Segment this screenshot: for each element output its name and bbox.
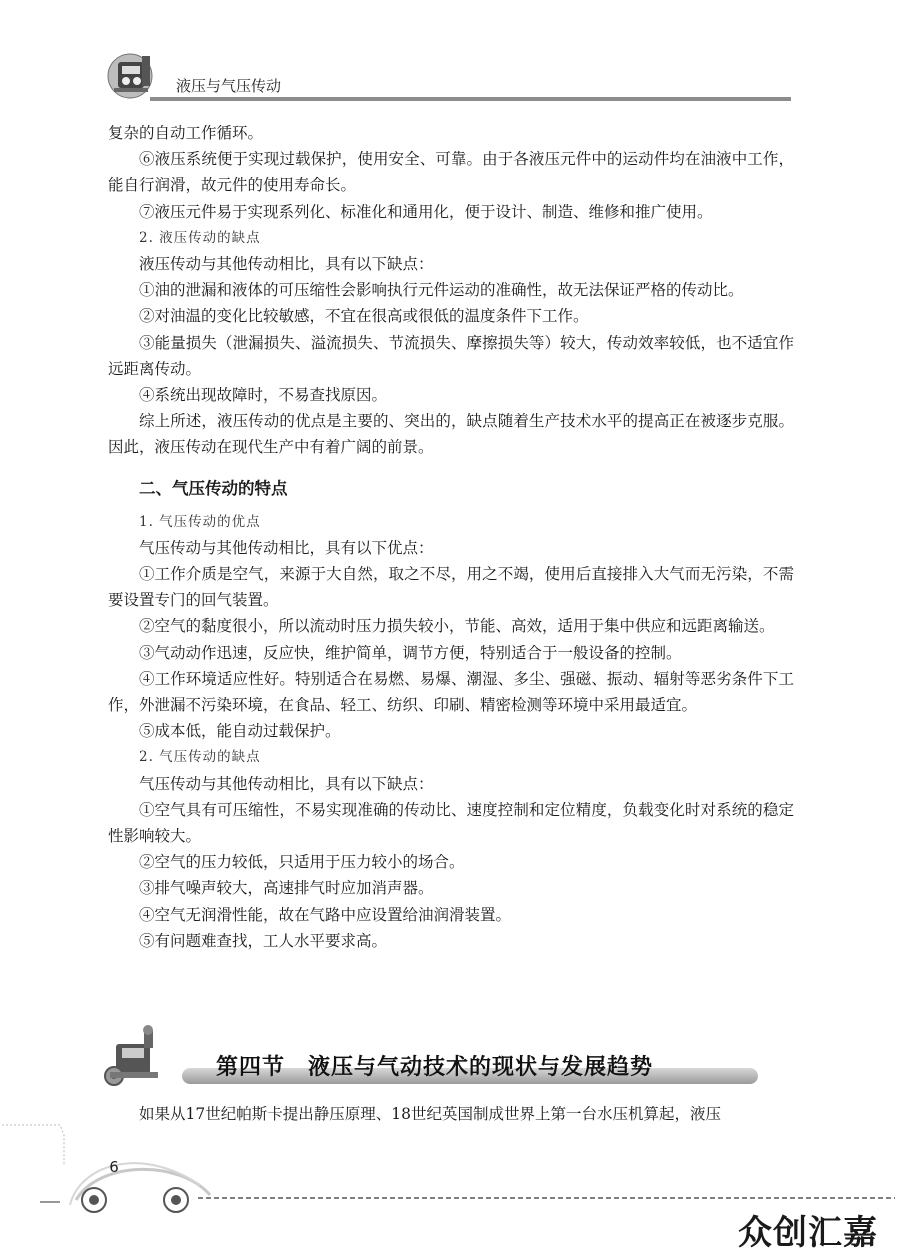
paragraph: 气压传动与其他传动相比，具有以下优点： [139,538,434,557]
paragraph: ①油的泄漏和液体的可压缩性会影响执行元件运动的准确性，故无法保证严格的传动比。 [139,281,744,300]
section-paragraph: 如果从17世纪帕斯卡提出静压原理、18世纪英国制成世界上第一台水压机算起，液压 [139,1105,721,1123]
paragraph: ②空气的黏度很小，所以流动时压力损失较小，节能、高效，适用于集中供应和远距离输送。 [139,617,775,636]
paragraph: ③气动动作迅速，反应快，维护简单，调节方便，特别适合于一般设备的控制。 [139,643,682,662]
body-text [108,120,794,954]
paragraph: ②空气的压力较低，只适用于压力较小的场合。 [139,853,465,872]
paragraph: ①空气具有可压缩性，不易实现准确的传动比、速度控制和定位精度，负载变化时对系统的稳定性影响较大。 [108,800,794,846]
paragraph: 复杂的自动工作循环。 [108,124,264,142]
page-number: 6 [109,1158,119,1176]
section-heading: 二、气压传动的特点 [139,478,288,498]
subsection-heading: 2. 气压传动的缺点 [139,749,261,766]
header-machine-icon [104,48,160,100]
section-machine-icon [100,1024,166,1088]
paragraph: ③排气噪声较大，高速排气时应加消声器。 [139,879,434,898]
paragraph: 气压传动与其他传动相比，具有以下缺点： [139,774,434,793]
subsection-heading: 2. 液压传动的缺点 [139,229,261,246]
running-header-title: 液压与气压传动 [176,77,282,95]
paragraph: ④工作环境适应性好。特别适合在易燃、易爆、潮湿、多尘、强磁、振动、辐射等恶劣条件下工作，外泄漏不污染环境，在食品、轻工、纺织、印刷、精密检测等环境中采用最适宜。 [108,669,794,715]
header-rule [150,97,791,101]
paragraph: 综上所述，液压传动的优点是主要的、突出的，缺点随着生产技术水平的提高正在被逐步克服。因此，液压传动在现代生产中有着广阔的前景。 [108,412,794,457]
paragraph: 液压传动与其他传动相比，具有以下缺点： [139,255,434,274]
section-title: 第四节 液压与气动技术的现状与发展趋势 [216,1055,654,1080]
paragraph: ①工作介质是空气，来源于大自然，取之不尽，用之不竭，使用后直接排入大气而无污染，不需要设置专门的回气装置。 [108,565,794,610]
paragraph: ④空气无润滑性能，故在气路中应设置给油润滑装置。 [139,905,512,924]
paragraph: ⑤成本低，能自动过载保护。 [139,722,341,741]
watermark-logo: 众创汇嘉 [738,1213,878,1253]
paragraph: ③能量损失（泄漏损失、溢流损失、节流损失、摩擦损失等）较大，传动效率较低，也不适宜作远距离传动。 [108,333,794,378]
subsection-heading: 1. 气压传动的优点 [139,513,261,530]
paragraph: ②对油温的变化比较敏感，不宜在很高或很低的温度条件下工作。 [139,307,589,326]
paragraph: ⑤有问题难查找，工人水平要求高。 [139,931,388,950]
paragraph: ④系统出现故障时，不易查找原因。 [139,386,388,405]
paragraph: ⑥液压系统便于实现过载保护，使用安全、可靠。由于各液压元件中的运动件均在油液中工作，能自行润滑，故元件的使用寿命长。 [108,150,794,195]
paragraph: ⑦液压元件易于实现系列化、标准化和通用化，便于设计、制造、维修和推广使用。 [139,202,713,221]
